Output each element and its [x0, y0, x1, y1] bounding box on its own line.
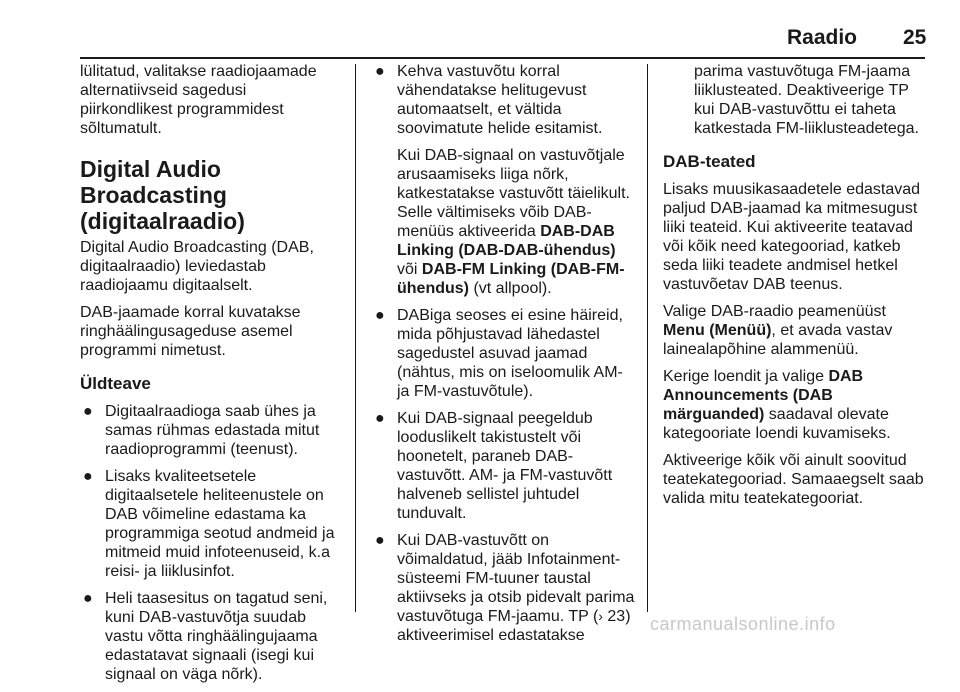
- dab-announcements-option: DAB Announcements (DAB märguanded): [663, 368, 864, 423]
- announcements-paragraph-1: Lisaks muusikasaadetele edastavad paljud DAB-jaamad ka mitmesugust liiki teateid. Kui aktiveerite teatavad või kõik need kategooriad, katkeb seda liiki teadete andmisel hetkel vastuvõetav DAB teenus.: [663, 181, 921, 293]
- column-1: [80, 62, 342, 692]
- p2-start: Valige DAB-raadio peamenüüst: [663, 303, 886, 320]
- bullet-icon: ●: [375, 410, 385, 427]
- header-rule: [80, 57, 925, 59]
- bullet-icon: ●: [375, 307, 385, 324]
- bullet-item: [372, 531, 638, 645]
- page-ref-text[interactable]: 23) aktiveerimisel edastatakse: [397, 608, 631, 644]
- column-divider-2: [647, 64, 648, 612]
- menu-option: Menu (Menüü): [663, 322, 772, 339]
- bullet-text: Kui DAB-signaal peegeldub looduslikelt takistustelt või hoonetelt, paraneb DAB-vastuvõtt. AM- ja FM-vastuvõtt halveneb sellistel juhtudel tunduvalt.: [397, 410, 613, 522]
- continued-paragraph: parima vastuvõtuga FM-jaama liiklusteated. Deaktiveerige TP kui DAB-vastuvõttu ei taheta katkestada FM-liiklusteadetega.: [694, 63, 919, 137]
- bullet-text: Lisaks kvaliteetsetele digitaalsetele heliteenustele on DAB võimeline edastama ka programmiga seotud andmeid ja mitmeid muid infoteenuseid, k.a reisi- ja liiklusinfot.: [105, 468, 335, 580]
- bullet-text-start: Kui DAB-vastuvõtt on võimaldatud, jääb Infotainment-süsteemi FM-tuuner taustal aktiivseks ja otsib pidevalt parima vastuvõtuga FM-jaamu. TP (: [397, 532, 635, 625]
- section-title: Raadio: [787, 26, 858, 49]
- bullet-text: [397, 532, 634, 644]
- dab-announcements-heading: DAB-teated: [663, 152, 756, 171]
- watermark: carmanualsonline.info: [650, 614, 836, 634]
- announcements-paragraph-3: [663, 367, 925, 443]
- page-header: [0, 0, 960, 62]
- linking-paragraph: [372, 146, 638, 298]
- bullet-icon: ●: [375, 63, 385, 80]
- page-number: 25: [903, 26, 927, 49]
- bullet-text: Kehva vastuvõtu korral vähendatakse helitugevust automaatselt, et vältida soovimatute helide esitamist.: [397, 63, 603, 137]
- dab-paragraph-2: DAB-jaamade korral kuvatakse ringhäälingusageduse asemel programmi nimetust.: [80, 304, 301, 359]
- p3-end: saadaval olevate kategooriate loendi kuvamiseks.: [663, 406, 891, 442]
- bullet-text: Heli taasesitus on tagatud seni, kuni DAB-vastuvõtja suudab vastu võtta ringhäälingujaama edastatavat signaali (isegi kui signaal on väga nõrk).: [105, 590, 328, 683]
- bullet-item: [372, 306, 638, 401]
- general-info-heading: Üldteave: [80, 374, 151, 393]
- bullet-text: DABiga seoses ei esine häireid, mida põhjustavad lähedastel sagedustel asuvad jaamad (nähtus, mis on iseloomulik AM- ja FM-vastuvõtule).: [397, 307, 623, 400]
- linking-text-start: Kui DAB-signaal on vastuvõtjale arusaamiseks liiga nõrk, katkestatakse vastuvõtt täielikult. Selle vältimiseks võib DAB-menüüs aktiveerida: [397, 147, 630, 240]
- announcements-paragraph-2: [663, 302, 925, 359]
- linking-text-end: (vt allpool).: [469, 280, 552, 297]
- dab-fm-linking-option: DAB-FM Linking (DAB-FM-ühendus): [397, 261, 625, 297]
- column-3: [663, 62, 925, 516]
- dab-dab-linking-option: DAB-DAB Linking (DAB-DAB-ühendus): [397, 223, 616, 259]
- linking-text-mid: või: [397, 261, 422, 278]
- bullet-icon: ●: [83, 403, 93, 420]
- bullet-icon: ●: [375, 532, 385, 549]
- p3-start: Kerige loendit ja valige: [663, 368, 829, 385]
- column-2: [372, 62, 638, 653]
- bullet-item: [372, 409, 638, 523]
- bullet-text: Digitaalraadioga saab ühes ja samas rühmas edastada mitut raadioprogrammi (teenust).: [105, 403, 320, 458]
- p2-end: , et avada vastav lainealapõhine alammenüü.: [663, 322, 893, 358]
- announcements-paragraph-4: Aktiveerige kõik või ainult soovitud teatekategooriad. Samaaegselt saab valida mitu teatekategooriat.: [663, 452, 924, 507]
- dab-heading: Digital Audio Broadcasting (digitaalraadio): [80, 156, 245, 234]
- dab-paragraph-1: Digital Audio Broadcasting (DAB, digitaalraadio) leviedastab raadiojaamu digitaalselt.: [80, 239, 314, 294]
- bullet-item: [80, 402, 342, 459]
- bullet-item: [80, 589, 342, 684]
- bullet-icon: ●: [83, 590, 93, 607]
- bullet-item: [372, 62, 638, 138]
- column-divider-1: [355, 64, 356, 612]
- bullet-item: [80, 467, 342, 581]
- bullet-icon: ●: [83, 468, 93, 485]
- intro-paragraph: lülitatud, valitakse raadiojaamade alternatiivseid sagedusi piirkondlikest programmidest sõltumatult.: [80, 63, 317, 137]
- page-ref-arrow-icon: ›: [598, 608, 603, 624]
